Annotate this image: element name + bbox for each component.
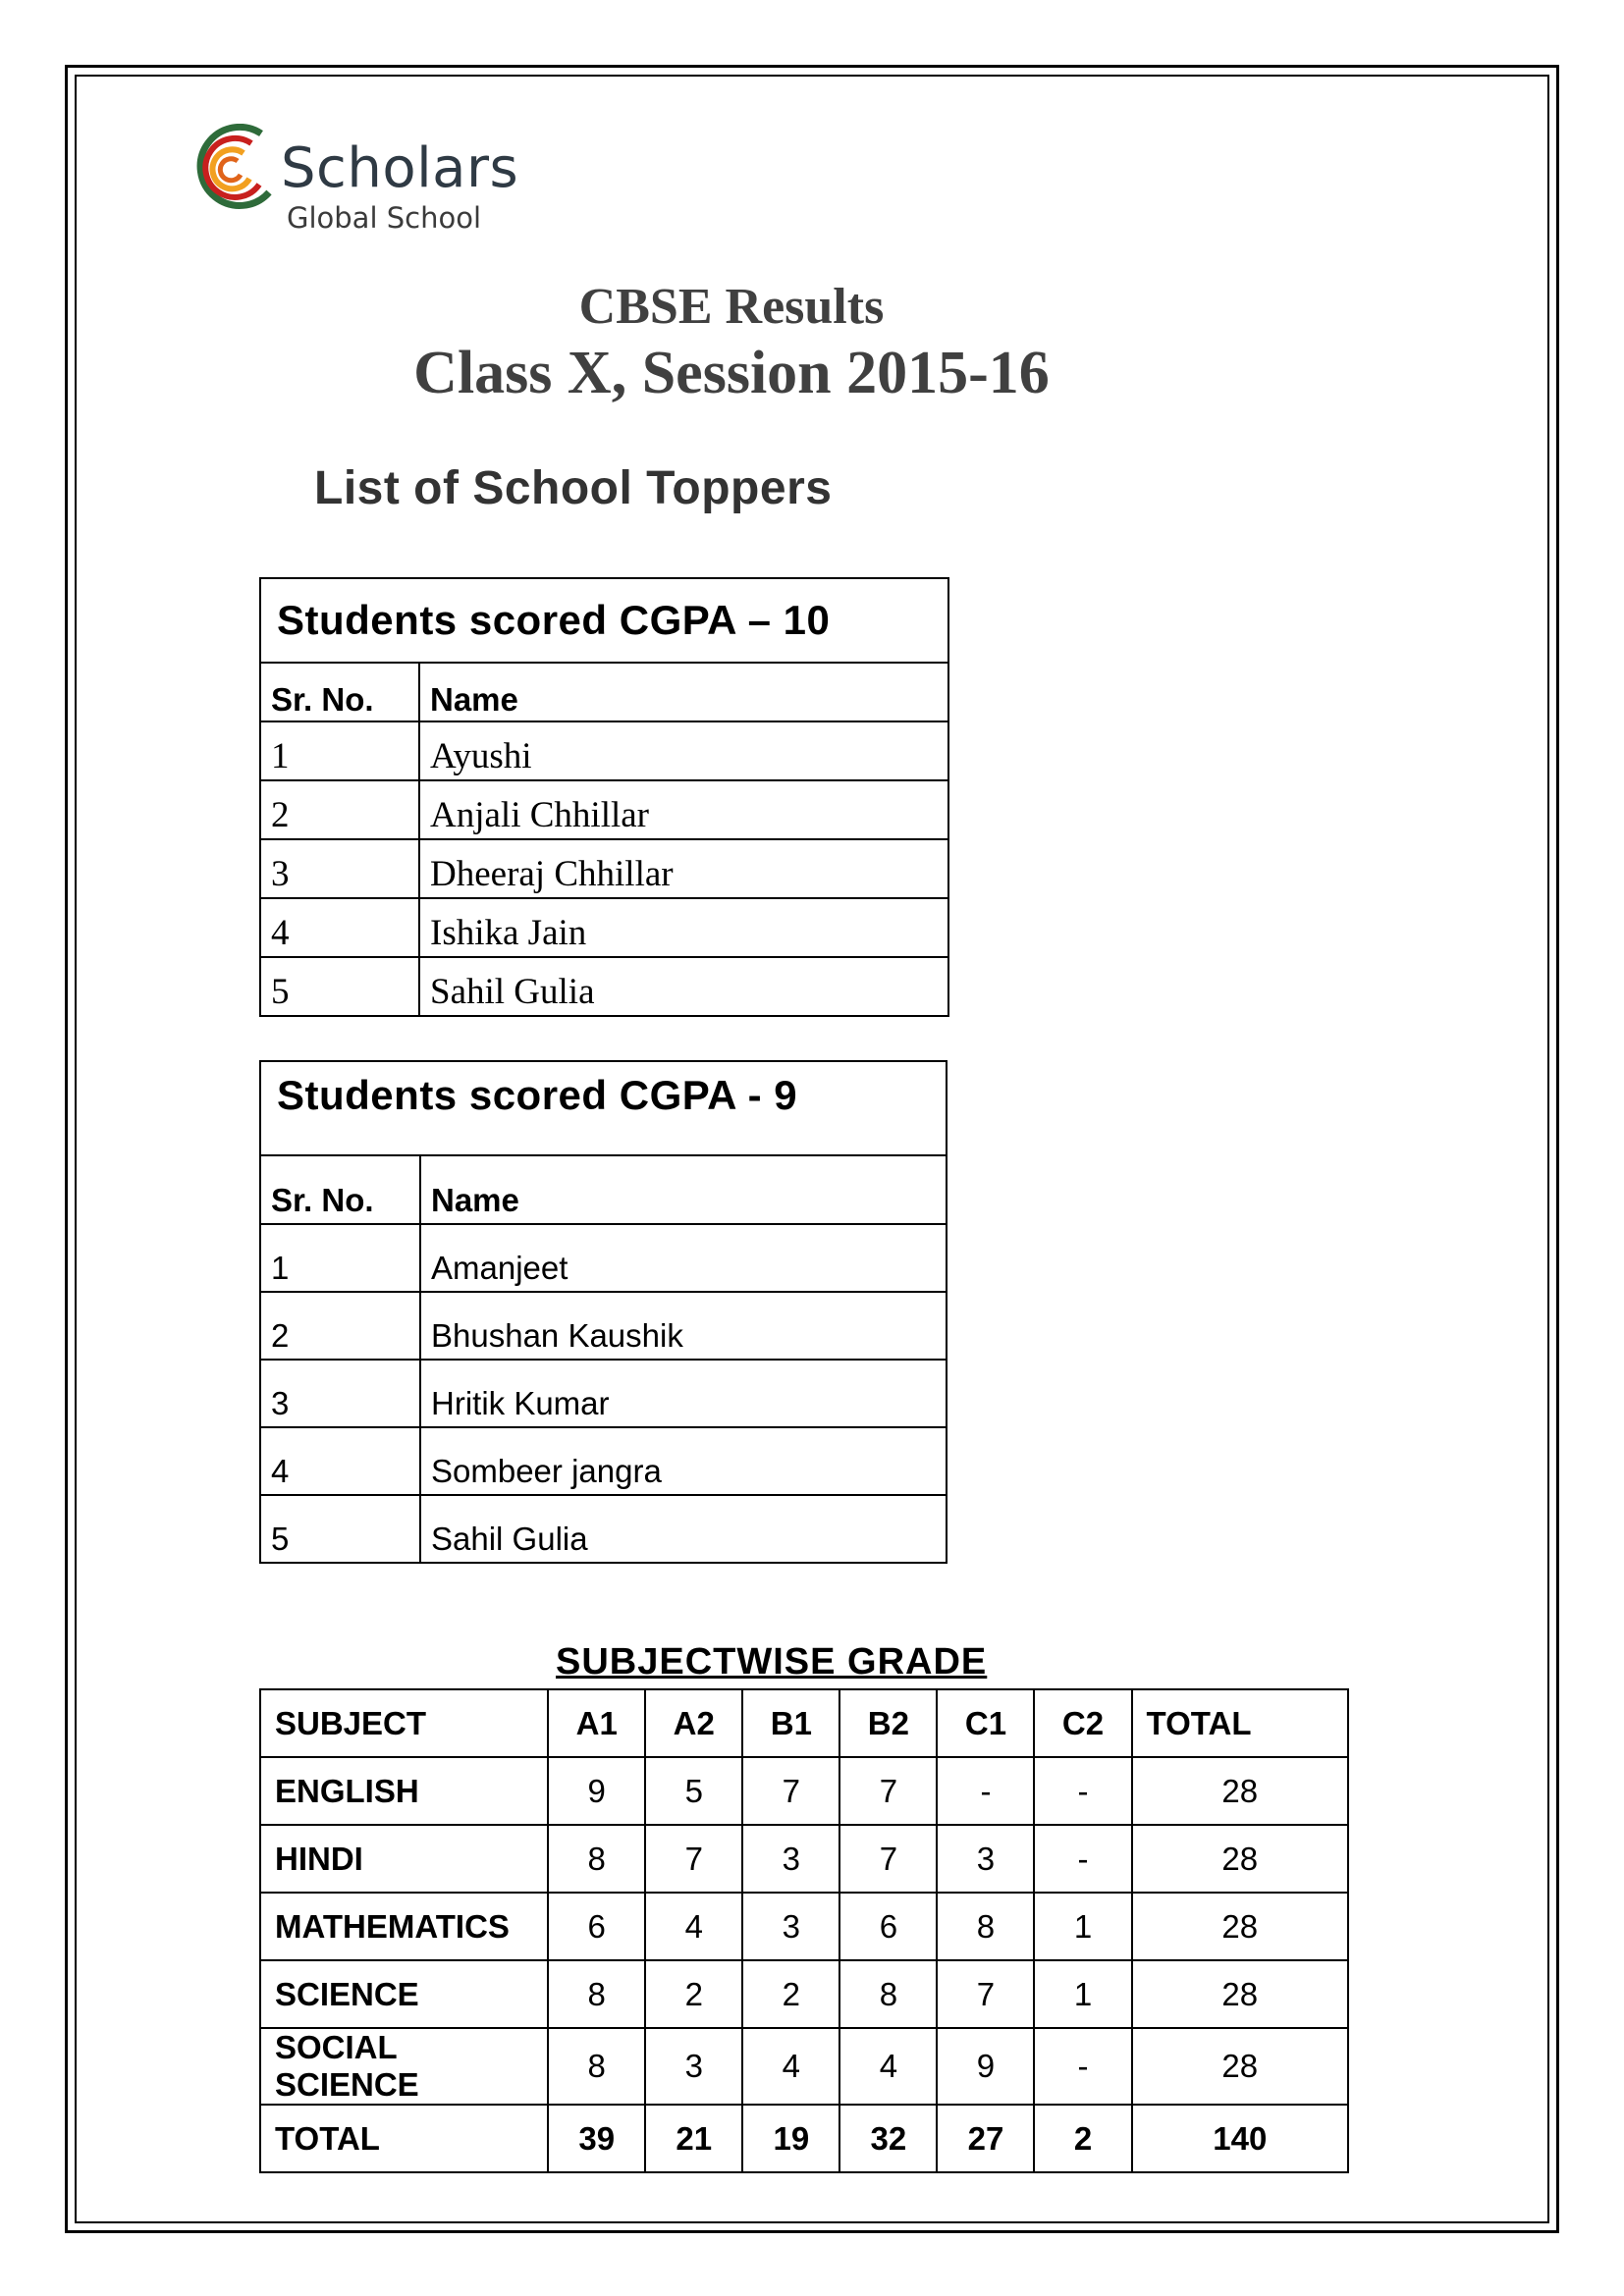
table-row	[260, 2028, 1348, 2105]
table-cell: Hritik Kumar	[420, 1360, 947, 1427]
table-header: B1	[742, 1689, 839, 1757]
table-cell: 7	[645, 1825, 742, 1893]
table-cell: 7	[839, 1825, 937, 1893]
subjectwise-grade-heading: SUBJECTWISE GRADE	[556, 1641, 988, 1682]
page-title: CBSE Results	[578, 279, 885, 335]
cgpa10-caption: Students scored CGPA – 10	[260, 578, 948, 663]
logo-subtitle: Global School	[287, 201, 482, 235]
toppers-heading: List of School Toppers	[314, 462, 833, 514]
table-header: B2	[839, 1689, 937, 1757]
logo-name: Scholars	[281, 136, 519, 200]
table-cell: 8	[548, 1960, 645, 2028]
table-cell: 6	[548, 1893, 645, 1960]
table-cell: Sombeer jangra	[420, 1427, 947, 1495]
table-cell: 2	[260, 780, 419, 839]
table-cell: 19	[742, 2105, 839, 2172]
table-header: A2	[645, 1689, 742, 1757]
table-cell: 8	[937, 1893, 1034, 1960]
table-cell: 7	[937, 1960, 1034, 2028]
table-cell: Anjali Chhillar	[419, 780, 948, 839]
table-cell: 28	[1132, 1757, 1348, 1825]
table-cell: 5	[645, 1757, 742, 1825]
cgpa9-table	[259, 1060, 947, 1564]
table-row	[260, 1224, 947, 1292]
table-cell: Bhushan Kaushik	[420, 1292, 947, 1360]
table-cell: HINDI	[260, 1825, 548, 1893]
table-cell: 4	[839, 2028, 937, 2105]
table-cell: -	[937, 1757, 1034, 1825]
table-header: C1	[937, 1689, 1034, 1757]
table-row	[260, 1495, 947, 1563]
table-cell: SOCIAL SCIENCE	[260, 2028, 548, 2105]
table-cell: TOTAL	[260, 2105, 548, 2172]
school-logo	[192, 124, 546, 241]
table-cell: -	[1034, 1757, 1131, 1825]
table-cell: ENGLISH	[260, 1757, 548, 1825]
table-row	[260, 1292, 947, 1360]
table-cell: 4	[742, 2028, 839, 2105]
table-cell: 4	[645, 1893, 742, 1960]
table-header: SUBJECT	[260, 1689, 548, 1757]
table-cell: 4	[260, 898, 419, 957]
table-cell: 28	[1132, 1893, 1348, 1960]
table-cell: 3	[260, 1360, 420, 1427]
table-row	[260, 1825, 1348, 1893]
table-row	[260, 839, 948, 898]
table-cell: 1	[260, 721, 419, 780]
table-cell: 2	[260, 1292, 420, 1360]
table-header: Sr. No.	[260, 663, 419, 721]
table-header: TOTAL	[1132, 1689, 1348, 1757]
table-cell: 3	[742, 1825, 839, 1893]
table-header: Name	[419, 663, 948, 721]
table-row	[260, 1893, 1348, 1960]
table-row	[260, 1427, 947, 1495]
logo-swirl-icon	[192, 124, 281, 222]
table-row	[260, 1360, 947, 1427]
table-cell: 3	[937, 1825, 1034, 1893]
table-row	[260, 1960, 1348, 2028]
table-cell: -	[1034, 1825, 1131, 1893]
table-cell: Sahil Gulia	[420, 1495, 947, 1563]
table-header-row	[260, 1689, 1348, 1757]
table-cell: 6	[839, 1893, 937, 1960]
table-header: Name	[420, 1155, 947, 1224]
table-row	[260, 898, 948, 957]
table-cell: 28	[1132, 1825, 1348, 1893]
table-cell: 3	[645, 2028, 742, 2105]
page-subtitle-session: Class X, Session 2015-16	[413, 340, 1050, 406]
cgpa9-caption: Students scored CGPA - 9	[260, 1061, 947, 1155]
table-cell: 32	[839, 2105, 937, 2172]
table-cell: 1	[1034, 1893, 1131, 1960]
table-cell: 39	[548, 2105, 645, 2172]
table-cell: Ishika Jain	[419, 898, 948, 957]
table-cell: 28	[1132, 1960, 1348, 2028]
table-cell: 3	[742, 1893, 839, 1960]
table-total-row	[260, 2105, 1348, 2172]
table-cell: MATHEMATICS	[260, 1893, 548, 1960]
table-cell: -	[1034, 2028, 1131, 2105]
table-header: A1	[548, 1689, 645, 1757]
table-cell: 4	[260, 1427, 420, 1495]
table-cell: 8	[839, 1960, 937, 2028]
table-cell: 9	[548, 1757, 645, 1825]
table-cell: 28	[1132, 2028, 1348, 2105]
table-cell: 2	[645, 1960, 742, 2028]
table-cell: 8	[548, 1825, 645, 1893]
table-header: C2	[1034, 1689, 1131, 1757]
table-cell: 2	[742, 1960, 839, 2028]
table-cell: 7	[742, 1757, 839, 1825]
table-header: Sr. No.	[260, 1155, 420, 1224]
table-cell: Sahil Gulia	[419, 957, 948, 1016]
subjectwise-grade-table	[259, 1688, 1349, 2173]
table-cell: 5	[260, 957, 419, 1016]
table-row	[260, 957, 948, 1016]
table-cell: 1	[260, 1224, 420, 1292]
table-cell: 9	[937, 2028, 1034, 2105]
table-cell: 5	[260, 1495, 420, 1563]
table-cell: Dheeraj Chhillar	[419, 839, 948, 898]
table-cell: Ayushi	[419, 721, 948, 780]
table-cell: Amanjeet	[420, 1224, 947, 1292]
table-row	[260, 721, 948, 780]
table-cell: 3	[260, 839, 419, 898]
cgpa10-table	[259, 577, 949, 1017]
table-cell: 21	[645, 2105, 742, 2172]
table-cell: 27	[937, 2105, 1034, 2172]
table-cell: 7	[839, 1757, 937, 1825]
table-row	[260, 780, 948, 839]
table-cell: 140	[1132, 2105, 1348, 2172]
table-cell: 8	[548, 2028, 645, 2105]
table-cell: 2	[1034, 2105, 1131, 2172]
table-cell: 1	[1034, 1960, 1131, 2028]
table-row	[260, 1757, 1348, 1825]
table-cell: SCIENCE	[260, 1960, 548, 2028]
